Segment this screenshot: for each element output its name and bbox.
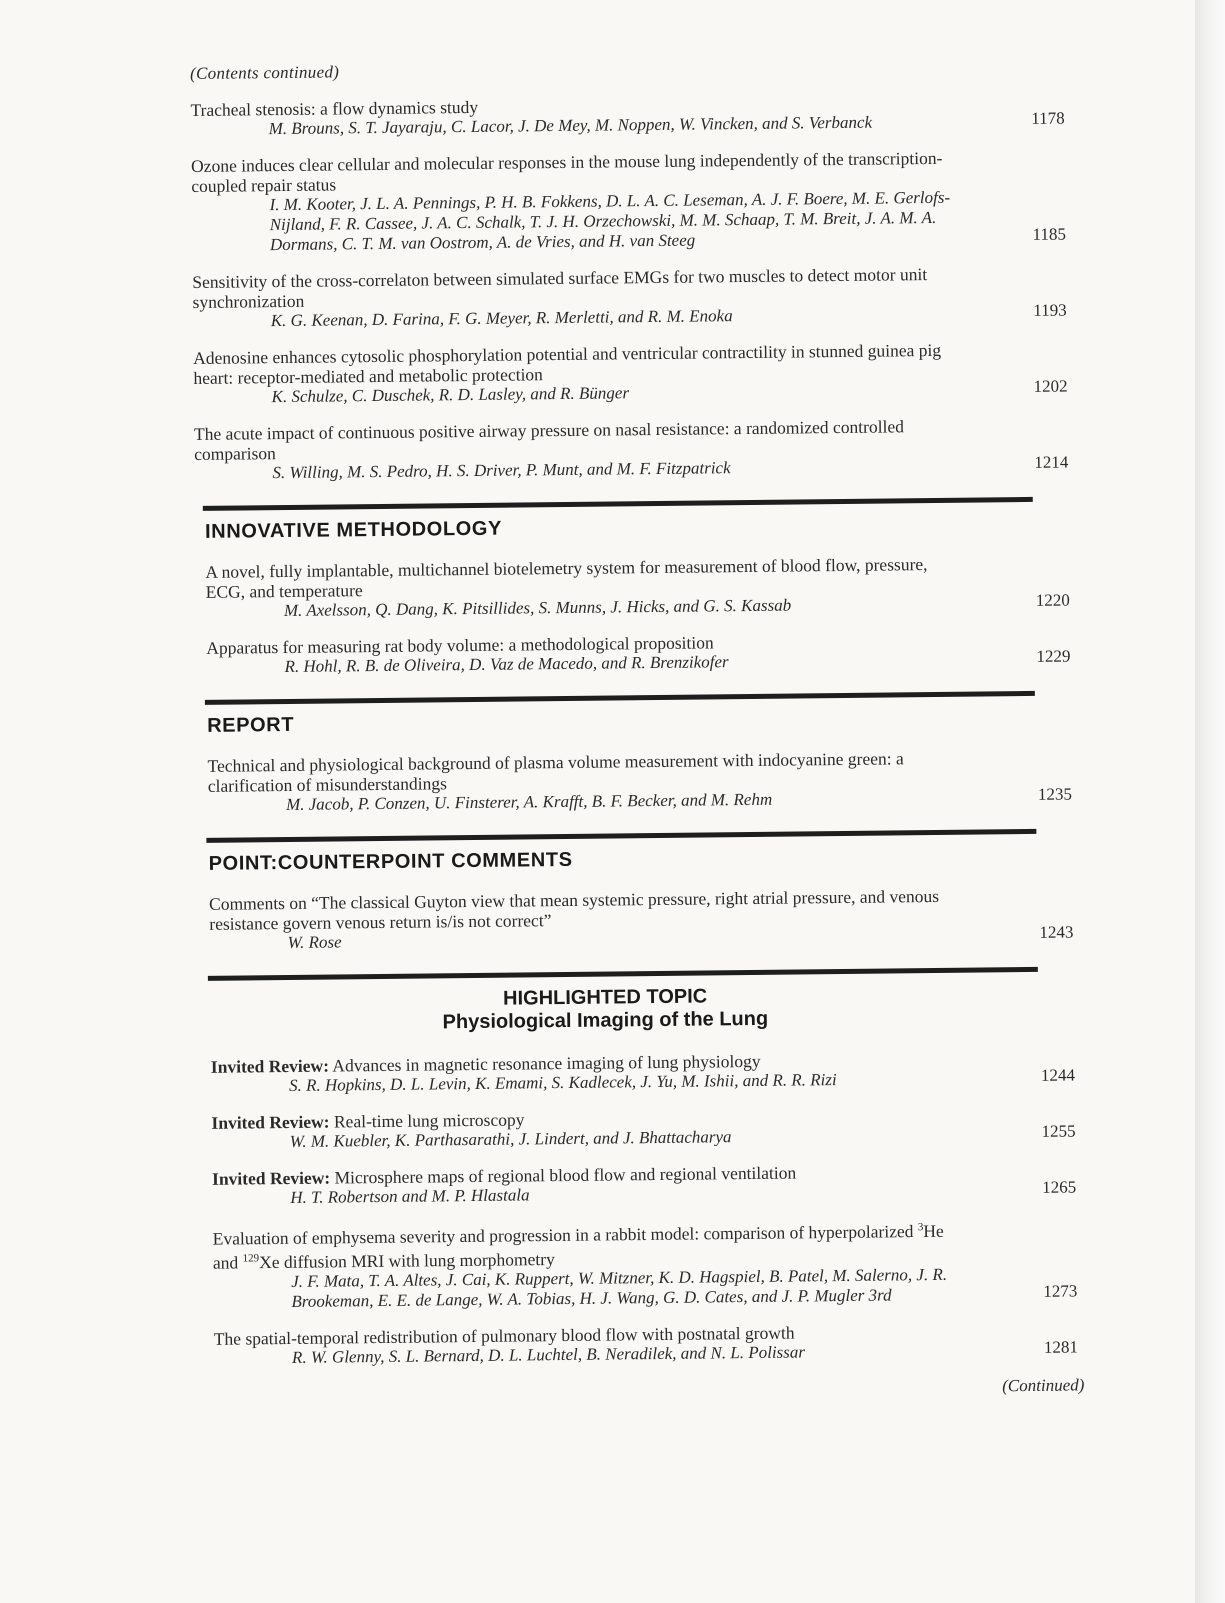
entry-authors: H. T. Robertson and M. P. Hlastala	[290, 1185, 530, 1207]
section-report	[197, 746, 1078, 816]
entry-title	[213, 1217, 973, 1273]
page-edge-shadow	[1195, 0, 1225, 1603]
entry-page-number: 1193	[1033, 300, 1067, 320]
isotope-superscript: 3	[917, 1221, 924, 1234]
entry-title-part: He and	[212, 1220, 944, 1273]
entry-title: The spatial-temporal redistribution of pulmonary blood flow with postnatal growth	[213, 1322, 795, 1349]
entry-title: The acute impact of continuous positive airway pressure on nasal resistance: a randomized controlled comparison	[193, 416, 905, 464]
section-divider	[206, 829, 1036, 843]
entry-authors: M. Brouns, S. T. Jayaraju, C. Lacor, J. De Mey, M. Noppen, W. Vincken, and S. Verbanck	[268, 112, 873, 139]
entry-authors: S. Willing, M. S. Pedro, H. S. Driver, P. Munt, and M. F. Fitzpatrick	[272, 458, 731, 483]
invited-review-label: Invited Review:	[210, 1055, 330, 1077]
toc-entry[interactable]	[192, 262, 1073, 332]
entry-authors: W. Rose	[287, 932, 342, 952]
toc-entry[interactable]	[194, 414, 1075, 484]
toc-entry[interactable]	[191, 146, 1072, 256]
entry-authors: M. Jacob, P. Conzen, U. Finsterer, A. Krafft, B. F. Becker, and M. Rehm	[285, 789, 773, 815]
entry-authors: M. Axelsson, Q. Dang, K. Pitsillides, S. Munns, J. Hicks, and G. S. Kassab	[283, 595, 792, 621]
highlighted-topic-subheading: Physiological Imaging of the Lung	[442, 1007, 769, 1034]
entry-authors: W. M. Kuebler, K. Parthasarathi, J. Lindert, and J. Bhattacharya	[289, 1127, 732, 1151]
entry-page-number: 1178	[1031, 108, 1065, 128]
entry-title: Ozone induces clear cellular and molecular responses in the mouse lung independently of the transcription-coupled repair status	[190, 147, 943, 196]
toc-entry[interactable]	[212, 1159, 1082, 1208]
entry-page-number: 1235	[1037, 784, 1073, 804]
section-continued	[190, 90, 1074, 483]
entry-title: Sensitivity of the cross-correlaton between simulated surface EMGs for two muscles to detect motor unit synchronization	[192, 264, 928, 312]
entry-title: Comments on “The classical Guyton view that mean systemic pressure, right atrial pressure, and venous resistance govern venous return is/is not correct”	[208, 885, 940, 934]
entry-authors: K. G. Keenan, D. Farina, F. G. Meyer, R. Merletti, and R. M. Enoka	[270, 306, 733, 331]
isotope-superscript: 129	[242, 1252, 260, 1265]
entry-title: Tracheal stenosis: a flow dynamics study	[190, 96, 479, 120]
entry-page-number: 1273	[1043, 1281, 1078, 1301]
section-divider	[205, 691, 1035, 705]
entry-authors: S. R. Hopkins, D. L. Levin, K. Emami, S. Kadlecek, J. Yu, M. Ishii, and R. R. Rizi	[288, 1070, 837, 1095]
entry-title-text: Real-time lung microscopy	[329, 1109, 525, 1132]
toc-entry[interactable]	[214, 1319, 1084, 1368]
entry-title: Technical and physiological background of plasma volume measurement with indocyanine green: a clarification of misunderstandings	[207, 748, 904, 796]
entry-page-number: 1244	[1040, 1065, 1076, 1085]
toc-entry[interactable]	[213, 1215, 1084, 1312]
toc-entry[interactable]	[190, 90, 1070, 140]
toc-entry[interactable]	[193, 338, 1074, 408]
entry-page-number: 1214	[1034, 452, 1069, 472]
entry-authors: R. Hohl, R. B. de Oliveira, D. Vaz de Macedo, and R. Brenzikofer	[284, 652, 729, 677]
entry-title: A novel, fully implantable, multichannel biotelemetry system for measurement of blood flow, pressure, ECG, and temperature	[205, 554, 928, 602]
section-heading-report: REPORT	[207, 713, 295, 737]
entry-title: Adenosine enhances cytosolic phosphorylation potential and ventricular contractility in stunned guinea pig heart: receptor-mediated and metabolic protection	[193, 339, 942, 388]
entry-page-number: 1243	[1039, 922, 1074, 942]
toc-entry[interactable]	[206, 628, 1076, 677]
entry-title-part: Evaluation of emphysema severity and progression in a rabbit model: comparison of hyperpolarized	[212, 1221, 918, 1249]
section-heading-point-counterpoint: POINT:COUNTERPOINT COMMENTS	[208, 848, 573, 875]
section-highlighted-topic	[201, 1047, 1084, 1368]
toc-entry[interactable]	[211, 1103, 1081, 1152]
entry-title: Apparatus for measuring rat body volume: a methodological proposition	[206, 632, 714, 658]
entry-page-number: 1202	[1033, 376, 1068, 396]
entry-page-number: 1185	[1032, 224, 1066, 244]
entry-authors: I. M. Kooter, J. L. A. Pennings, P. H. B. Fokkens, D. L. A. C. Leseman, A. J. F. Boere, M. E. Gerlofs-Nijland, F. R. Cassee, J. A. C. Schalk, T. J. H. Orzechowski, M. M. Schaap, T. M. Breit, J. A. M. A. Dormans, C. T. M. van Oostrom, A. de Vries, and H. van Steeg	[269, 187, 951, 255]
entry-authors: J. F. Mata, T. A. Altes, J. Cai, K. Ruppert, W. Mitzner, K. D. Hagspiel, B. Patel, M. Salerno, J. R. Brookeman, E. E. de Lange, W. A. Tobias, H. J. Wang, G. D. Cates, and J. P. Mugler 3rd	[291, 1264, 948, 1311]
section-divider	[208, 967, 1038, 981]
toc-entry[interactable]	[207, 746, 1078, 815]
section-innovative-methodology	[195, 552, 1076, 678]
entry-page-number: 1265	[1042, 1177, 1077, 1197]
section-heading-highlighted-topic: HIGHLIGHTED TOPIC	[502, 985, 708, 1010]
entry-title-text: Microsphere maps of regional blood flow and regional ventilation	[330, 1162, 797, 1188]
section-point-counterpoint	[199, 884, 1080, 954]
section-divider	[203, 497, 1033, 511]
entry-authors: K. Schulze, C. Duschek, R. D. Lasley, and R. Bünger	[271, 383, 630, 407]
contents-continued-label: (Contents continued)	[190, 62, 340, 83]
entry-page-number: 1229	[1036, 646, 1071, 666]
continued-label: (Continued)	[1002, 1375, 1085, 1395]
toc-entry[interactable]	[209, 884, 1080, 953]
highlighted-topic-heading	[200, 981, 1080, 1037]
entry-page-number: 1281	[1043, 1337, 1079, 1357]
section-heading-innovative-methodology: INNOVATIVE METHODOLOGY	[204, 517, 503, 543]
entry-page-number: 1255	[1041, 1121, 1076, 1141]
entry-authors: R. W. Glenny, S. L. Bernard, D. L. Luchtel, B. Neradilek, and N. L. Polissar	[291, 1342, 806, 1367]
entry-title-part: Xe diffusion MRI with lung morphometry	[259, 1248, 555, 1272]
entry-title-text: Advances in magnetic resonance imaging of lung physiology	[328, 1050, 761, 1076]
invited-review-label: Invited Review:	[211, 1167, 331, 1189]
toc-entry[interactable]	[205, 552, 1076, 621]
table-of-contents	[190, 54, 1084, 1404]
toc-entry[interactable]	[211, 1047, 1081, 1096]
entry-page-number: 1220	[1035, 590, 1070, 610]
invited-review-label: Invited Review:	[211, 1111, 330, 1133]
